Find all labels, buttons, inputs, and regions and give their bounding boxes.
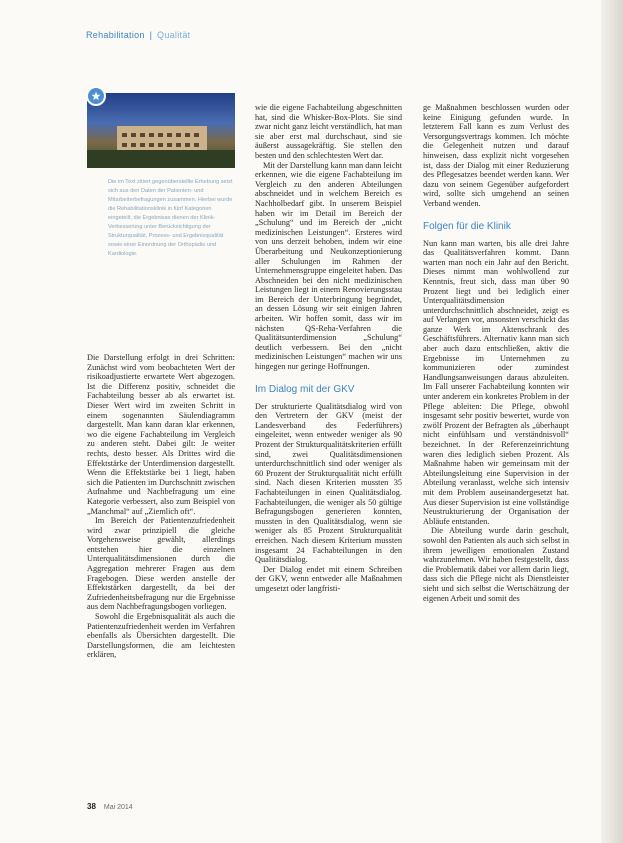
- paragraph: Im Bereich der Patientenzufriedenheit wird zwar prinzipiell die gleiche Vorgehensweise gewählt, allerdings entstehen hier die einzelnen Unterqualitätsdimensionen durch die Aggregation mehrerer Fragen aus dem Fragebogen. Diese werden anstelle der Effektstärken dargestellt, da bei der Zufriedenheitsbefragung nur die Ergebnisse aus dem Nachbefragungsbogen vorliegen.: [87, 516, 235, 612]
- text-column-2: [255, 103, 402, 594]
- paragraph: ge Maßnahmen beschlossen wurden oder keine Einigung gefunden wurde. In letzterem Fall kann es zum Verlust des Versorgungsvertrags kommen. Ich möchte die Gelegenheit nutzen und darauf hinweisen, dass explizit nicht vorgesehen ist, dass der Dialog mit einer Reduzierung des Pflegesatzes beendet werden kann. Wer dazu von seinem Gegenüber aufgefordert wird, sollte sich umgehend an seinen Verband wenden.: [423, 103, 569, 208]
- text-column-1: [87, 353, 235, 660]
- photo-caption: Die im Text zitiert gegenüberstellte Erhebung setzt sich aus den Daten der Patienten- und Mitarbeiterbefragungen zusammen. Hierbei wurde die Rehabilitationsklinik in fünf Kategorien eingeteilt, die Ergebnisse dienen der Klinik-Verbesserung unter Berücksichtigung der Strukturqualität, Prozess- und Ergebnisqualität sowie einer Einordnung der Orthopädie und Kardiologie.: [108, 179, 233, 258]
- paragraph: Die Abteilung wurde darin geschult, sowohl den Patienten als auch sich selbst in ihrem jeweiligen emotionalen Zustand wahrzunehmen. Wir haben festgestellt, dass die Problematik dabei vor allem darin liegt, dass sich die Pflege nicht als Dienstleister sieht und sich selbst die Wertschätzung der eigenen Arbeit und somit des: [423, 526, 569, 603]
- page-number: 38: [87, 802, 96, 811]
- paragraph: Sowohl die Ergebnisqualität als auch die Patientenzufriedenheit werden im Verfahren ebenfalls als Übersichten dargestellt. Die Darstellungsformen, die am leichtesten erklären,: [87, 612, 235, 660]
- photo-windows-lower: [122, 143, 202, 147]
- paragraph: Nun kann man warten, bis alle drei Jahre das Qualitätsverfahren kommt. Dann warten man noch ein Jahr auf den Bericht. Dieses nimmt man wohlwollend zur Kenntnis, freut sich, dass man über 90 Prozent liegt und bei lediglich einer Unterqualitätsdimension unterdurchschnittlich abschneidet, zeigt es auf Verlangen vor, ansonsten verschickt das ganze Werk im Aktenschrank des Geschäftsführers. Alternativ kann man sich aber auch dazu entschließen, aktiv die Ergebnisse im Unternehmen zu kommunizieren oder zumindest Handlungsanweisungen daraus abzuleiten. Im Fall unserer Fachabteilung konnten wir unter anderem ein konkretes Problem in der Pflege ableiten: Die Pflege, obwohl insgesamt sehr positiv bewertet, wurde von zwölf Prozent der Befragten als „überhaupt nicht einfühlsam und verständnisvoll“ bezeichnet. In der Referenzeinrichtung waren dies lediglich sieben Prozent. Als Maßnahme haben wir gemeinsam mit der Abteilungsleitung eine Supervision in der Abteilung veranlasst, welche sich intensiv mit dem Problem auseinandergesetzt hat. Aus dieser Supervision ist eine vollständige Neustrukturierung der Organisation der Abläufe entstanden.: [423, 238, 569, 526]
- paragraph: Der strukturierte Qualitätsdialog wird von den Vertretern der GKV (meist der Landesverband des Federführers) eingeleitet, wenn entweder weniger als 90 Prozent der Strukturqualitätskriterien erfüllt sind, zwei Qualitätsdimensionen unterdurchschnittlich sind oder weniger als 60 Prozent der Strukturqualität nicht erfüllt sind. Nach diesen Kriterien mussten 35 Fachabteilungen in einen Qualitätsdialog. Fachabteilungen, die weniger als 50 gültige Befragungsbogen generieren konnten, mussten in den Qualitätsdialog, wenn sie weniger als 85 Prozent Strukturqualität erreichen. Nach diesem Kriterium mussten insgesamt 24 Fachabteilungen in den Qualitätsdialog.: [255, 401, 402, 565]
- section-header: [86, 30, 190, 40]
- subheading-gkv: Im Dialog mit der GKV: [255, 383, 355, 395]
- page-spine: [601, 0, 623, 843]
- paragraph: Mit der Darstellung kann man dann leicht erkennen, wie die eigene Fachabteilung im Vergleich zu den anderen Abteilungen abschneidet und in welchem Bereich es Nachholbedarf gibt. In unserem Beispiel haben wir im Detail im Bereich der „Schulung“ und im Bereich der „nicht medizinischen Leistungen“. Ersteres wird von uns derzeit behoben, indem wir eine Überarbeitung und Neukonzeptionierung aller Schulungen im Rahmen der Unternehmensgruppe eingeleitet haben. Das Abschneiden bei den nicht medizinischen Leistungen liegt in einem Renovierungsstau im Bereich der Unterbringung begründet, an dessen Lösung wir seit einigen Jahren arbeiten. Wir hoffen somit, dass wir im nächsten QS-Reha-Verfahren die Qualitätsunterdimension „Schulung“ deutlich verbessern. Bei den „nicht medizinischen Leistungen“ machen wir uns hingegen nur geringe Hoffnungen.: [255, 160, 402, 372]
- header-separator: |: [149, 30, 153, 40]
- paragraph: Die Darstellung erfolgt in drei Schritten: Zunächst wird vom beobachteten Wert der risikoadjustierte erwartete Wert abgezogen. Ist die Differenz positiv, schneidet die Fachabteilung besser ab als erwartet ist. Dieser Wert wird im zweiten Schritt in einem sogenannten Säulendiagramm dargestellt. Man kann daran klar erkennen, wo die eigene Fachabteilung im Vergleich zu anderen steht. Dabei gilt: Je weiter rechts, desto besser. Als Drittes wird die Effektstärke der Unterdimension dargestellt. Wenn die Effektstärke bei 1 liegt, haben sich die Patienten im Durchschnitt zwischen Aufnahme und Nachbefragung um eine Kategorie verbessert, also zum Beispiel von „Manchmal“ auf „Ziemlich oft“.: [87, 353, 235, 516]
- star-badge-icon: [86, 86, 106, 106]
- text-column-3: [423, 103, 569, 603]
- page-footer: [87, 802, 133, 811]
- issue-date: Mai 2014: [103, 804, 133, 811]
- paragraph: wie die eigene Fachabteilung abgeschnitten hat, sind die Whisker-Box-Plots. Sie sind zwar nicht ganz leicht verständlich, hat man sie aber erst mal durchschaut, sind sie äußerst aussagekräftig. Sie stellen den besten und den schlechtesten Wert dar.: [255, 103, 402, 160]
- header-section: Rehabilitation: [86, 30, 145, 40]
- clinic-photo: [87, 93, 235, 168]
- paragraph: Der Dialog endet mit einem Schreiben der GKV, wenn entweder alle Maßnahmen umgesetzt oder langfristi-: [255, 564, 402, 593]
- subheading-klinik: Folgen für die Klinik: [423, 220, 511, 232]
- photo-windows: [122, 133, 202, 137]
- photo-trees: [87, 150, 235, 168]
- header-category: Qualität: [157, 30, 191, 40]
